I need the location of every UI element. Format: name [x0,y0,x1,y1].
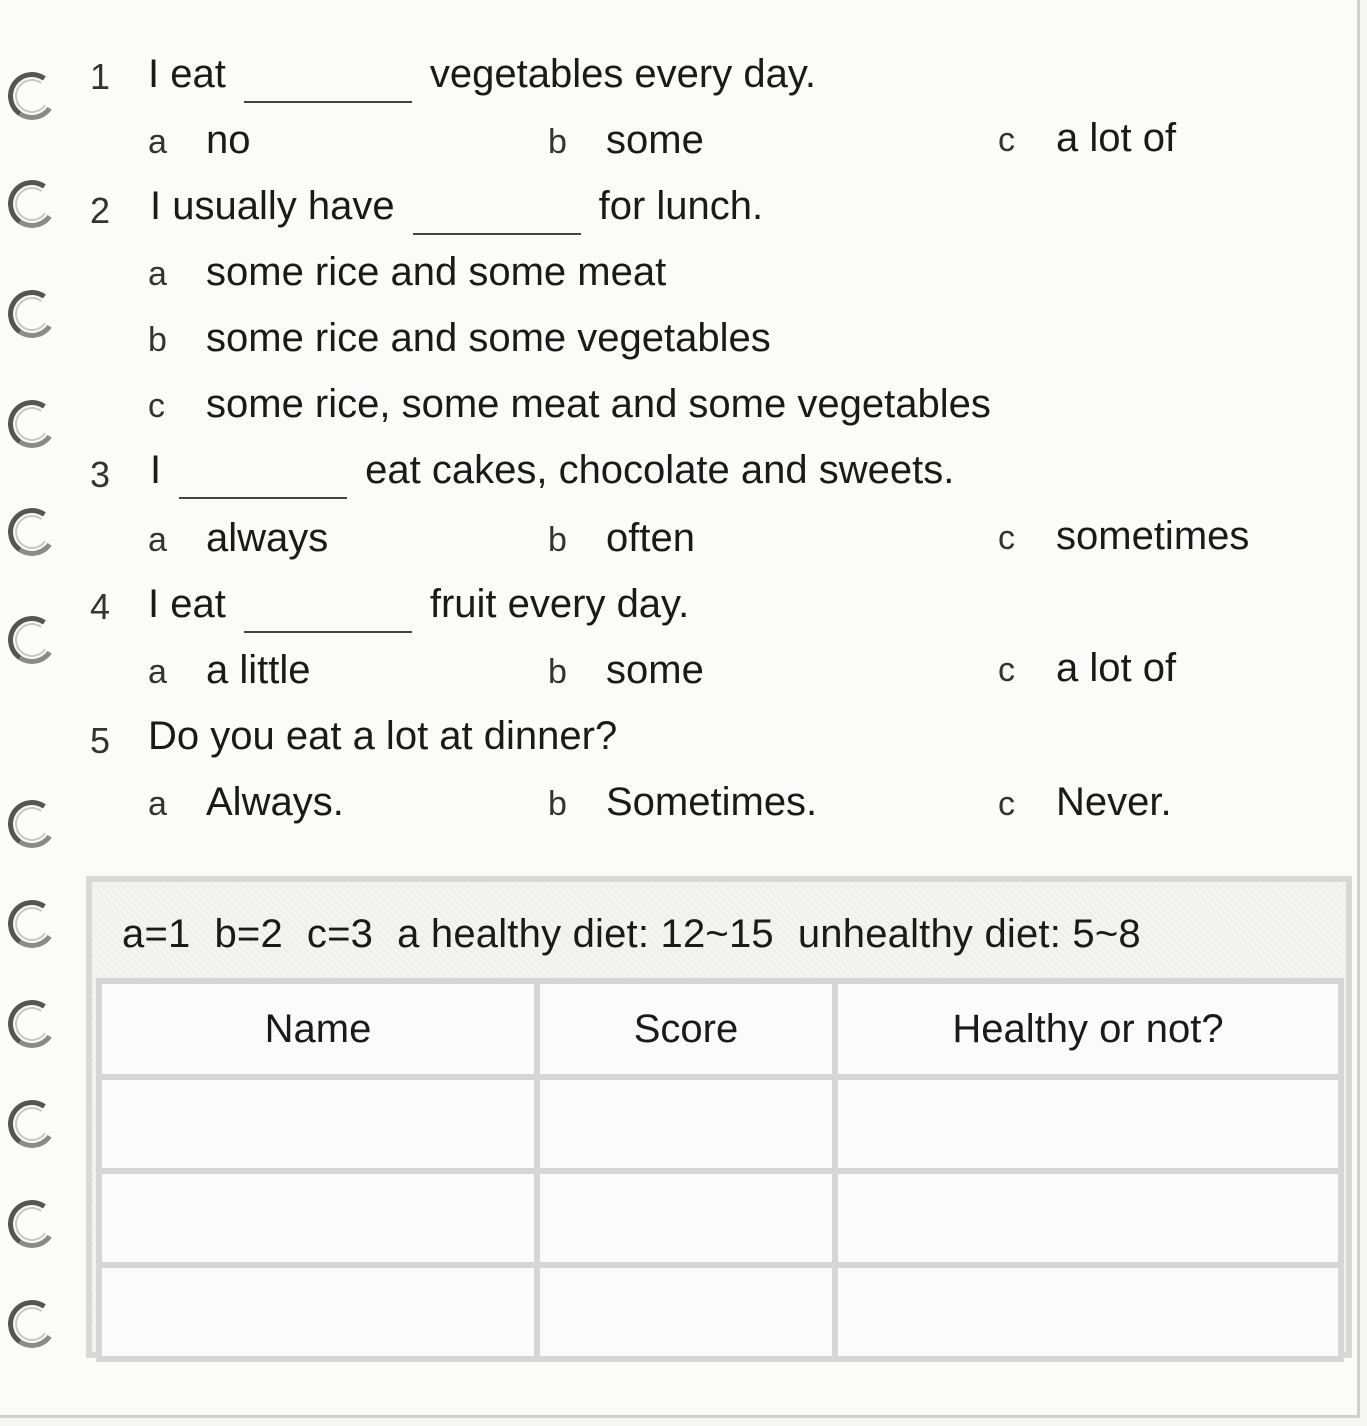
table-cell[interactable] [537,1077,835,1171]
table-cell[interactable] [835,1077,1341,1171]
score-b-value: b=2 [214,912,283,956]
question-suffix: for lunch. [598,184,764,228]
option-letter: c [998,519,1015,557]
question-3-text [150,448,954,493]
binder-ring-icon [4,68,60,124]
option-text: some rice, some meat and some vegetables [206,382,991,426]
option-letter: b [548,123,567,161]
option-text: some rice and some meat [206,250,667,294]
option-c[interactable] [998,514,1249,559]
table-header-row [99,981,1341,1077]
option-text: Sometimes. [606,780,818,824]
table-cell[interactable] [99,1265,537,1359]
option-letter: a [148,123,167,161]
option-b[interactable] [548,648,704,693]
table-cell[interactable] [537,1265,835,1359]
question-number: 4 [90,586,111,627]
option-a[interactable] [148,516,328,561]
option-text: no [206,118,251,162]
option-text: a lot of [1056,646,1177,690]
option-text: always [206,516,329,560]
option-letter: a [148,653,167,691]
question-prefix: I eat [148,52,226,96]
table-cell[interactable] [537,1171,835,1265]
option-letter: b [148,321,167,359]
option-text: sometimes [1056,514,1250,558]
question-prefix: I usually have [150,184,395,228]
table-cell[interactable] [835,1171,1341,1265]
table-row [99,1077,1341,1171]
question-number: 2 [90,190,111,231]
table-row [99,1265,1341,1359]
question-4-text [148,582,689,627]
binder-ring-icon [4,1296,60,1352]
option-text: a lot of [1056,116,1177,160]
binder-ring-icon [4,396,60,452]
option-b[interactable] [548,516,695,561]
table-cell[interactable] [835,1265,1341,1359]
option-b[interactable] [548,780,817,825]
option-b[interactable] [148,316,771,361]
question-2-text [150,184,763,229]
unhealthy-range: unhealthy diet: 5~8 [797,912,1141,956]
option-a[interactable] [148,250,666,295]
column-header-score: Score [537,981,835,1077]
option-letter: c [148,387,165,425]
answer-blank[interactable] [244,101,412,103]
question-1-text [148,52,816,97]
option-a[interactable] [148,648,311,693]
option-b[interactable] [548,118,704,163]
question-prefix: I [150,448,162,492]
binder-ring-icon [4,504,60,560]
question-5-text: Do you eat a lot at dinner? [148,714,618,758]
score-c-value: c=3 [306,912,374,956]
binder-ring-icon [4,286,60,342]
answer-blank[interactable] [179,497,347,499]
question-suffix: vegetables every day. [429,52,816,96]
option-text: some rice and some vegetables [206,316,771,360]
question-number: 3 [90,454,111,495]
option-a[interactable] [148,118,251,163]
option-c[interactable] [998,646,1176,691]
option-text: some [606,648,704,692]
binder-ring-icon [4,996,60,1052]
column-header-name: Name [99,981,537,1077]
option-text: a little [206,648,311,692]
option-letter: a [148,255,167,293]
binder-ring-icon [4,176,60,232]
question-suffix: eat cakes, chocolate and sweets. [365,448,955,492]
option-text: often [606,516,695,560]
option-letter: c [998,121,1015,159]
binder-ring-icon [4,1096,60,1152]
option-c[interactable] [998,780,1172,825]
question-number: 5 [90,720,111,761]
option-letter: a [148,785,167,823]
question-suffix: fruit every day. [429,582,690,626]
option-letter: b [548,785,567,823]
option-letter: c [998,785,1015,823]
answer-blank[interactable] [413,233,581,235]
scoring-key [122,912,1141,957]
table-cell[interactable] [99,1171,537,1265]
answer-blank[interactable] [244,631,412,633]
option-text: Never. [1056,780,1172,824]
option-letter: b [548,521,567,559]
option-letter: b [548,653,567,691]
binder-ring-icon [4,896,60,952]
option-c[interactable] [998,116,1176,161]
binder-ring-icon [4,612,60,668]
option-letter: c [998,651,1015,689]
question-number: 1 [90,56,111,97]
option-letter: a [148,521,167,559]
table-cell[interactable] [99,1077,537,1171]
binder-ring-icon [4,1196,60,1252]
scoring-box [86,876,1352,1358]
score-table [96,978,1344,1362]
healthy-range: a healthy diet: 12~15 [397,912,774,956]
binder-ring-icon [4,796,60,852]
table-row [99,1171,1341,1265]
column-header-healthy: Healthy or not? [835,981,1341,1077]
option-text: some [606,118,704,162]
option-text: Always. [206,780,344,824]
option-c[interactable] [148,382,991,427]
question-prefix: I eat [148,582,226,626]
score-a-value: a=1 [122,912,191,956]
option-a[interactable] [148,780,344,825]
